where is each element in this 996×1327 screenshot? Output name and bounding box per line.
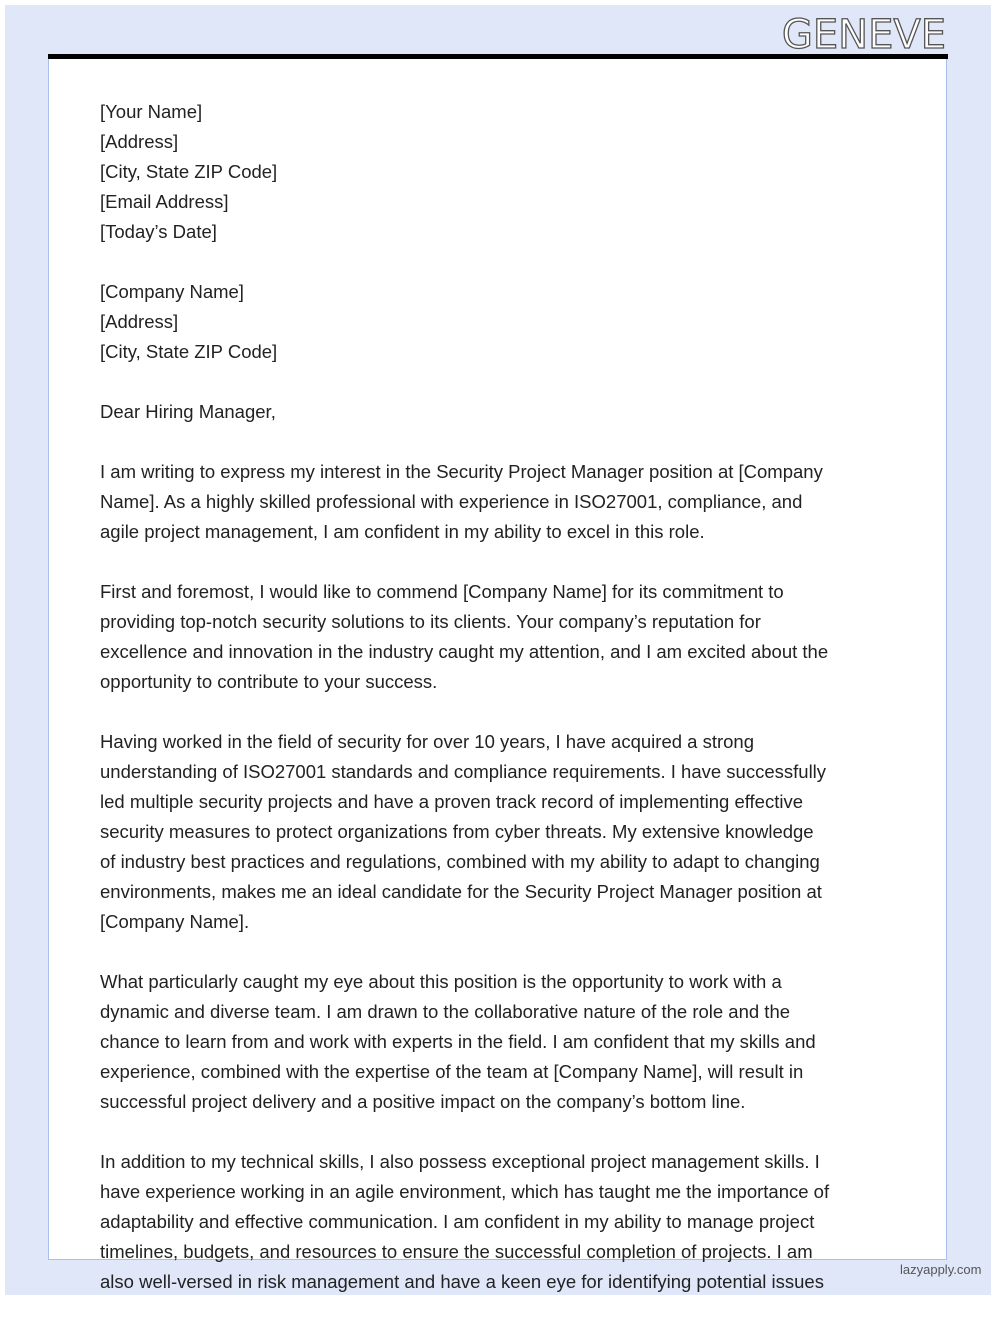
- text-line: [Company Name].: [100, 911, 250, 932]
- paragraph: [100, 397, 890, 427]
- brand-logo: GENEVE: [781, 12, 946, 58]
- letter-body: [100, 97, 890, 1327]
- text-line: What particularly caught my eye about this position is the opportunity to work with a: [100, 971, 782, 992]
- text-line: understanding of ISO27001 standards and compliance requirements. I have successfully: [100, 761, 827, 782]
- text-line: environments, makes me an ideal candidate for the Security Project Manager position at: [100, 881, 822, 902]
- text-line: [City, State ZIP Code]: [100, 341, 278, 362]
- paragraph: [100, 97, 890, 247]
- text-line: chance to learn from and work with experts in the field. I am confident that my skills and: [100, 1031, 816, 1052]
- text-line: Having worked in the field of security for over 10 years, I have acquired a strong: [100, 731, 755, 752]
- text-line: opportunity to contribute to your success.: [100, 671, 438, 692]
- paragraph: [100, 277, 890, 367]
- paragraph: [100, 1147, 890, 1297]
- text-line: also well-versed in risk management and have a keen eye for identifying potential issues: [100, 1271, 824, 1292]
- text-line: timelines, budgets, and resources to ensure the successful completion of projects. I am: [100, 1241, 813, 1262]
- text-line: [Address]: [100, 131, 179, 152]
- text-line: [Email Address]: [100, 191, 229, 212]
- text-line: experience, combined with the expertise of the team at [Company Name], will result in: [100, 1061, 804, 1082]
- text-line: [Address]: [100, 311, 179, 332]
- text-line: [Company Name]: [100, 281, 244, 302]
- paragraph: [100, 577, 890, 697]
- paragraph: [100, 967, 890, 1117]
- text-line: of industry best practices and regulations, combined with my ability to adapt to changing: [100, 851, 820, 872]
- text-line: [City, State ZIP Code]: [100, 161, 278, 182]
- text-line: [Your Name]: [100, 101, 203, 122]
- text-line: led multiple security projects and have a proven track record of implementing effective: [100, 791, 804, 812]
- text-line: security measures to protect organizations from cyber threats. My extensive knowledge: [100, 821, 814, 842]
- text-line: Name]. As a highly skilled professional with experience in ISO27001, compliance, and: [100, 491, 803, 512]
- text-line: providing top-notch security solutions to its clients. Your company’s reputation for: [100, 611, 761, 632]
- text-line: Dear Hiring Manager,: [100, 401, 276, 422]
- text-line: In addition to my technical skills, I also possess exceptional project management skills. I: [100, 1151, 820, 1172]
- paragraph: [100, 457, 890, 547]
- text-line: [Today’s Date]: [100, 221, 217, 242]
- text-line: excellence and innovation in the industry caught my attention, and I am excited about the: [100, 641, 829, 662]
- text-line: agile project management, I am confident in my ability to excel in this role.: [100, 521, 705, 542]
- text-line: I am writing to express my interest in the Security Project Manager position at [Company: [100, 461, 823, 482]
- text-line: dynamic and diverse team. I am drawn to the collaborative nature of the role and the: [100, 1001, 791, 1022]
- text-line: First and foremost, I would like to commend [Company Name] for its commitment to: [100, 581, 784, 602]
- footer-watermark: lazyapply.com: [900, 1262, 982, 1277]
- paragraph: [100, 727, 890, 937]
- text-line: adaptability and effective communication. I am confident in my ability to manage project: [100, 1211, 815, 1232]
- text-line: successful project delivery and a positive impact on the company’s bottom line.: [100, 1091, 746, 1112]
- text-line: have experience working in an agile environment, which has taught me the importance of: [100, 1181, 830, 1202]
